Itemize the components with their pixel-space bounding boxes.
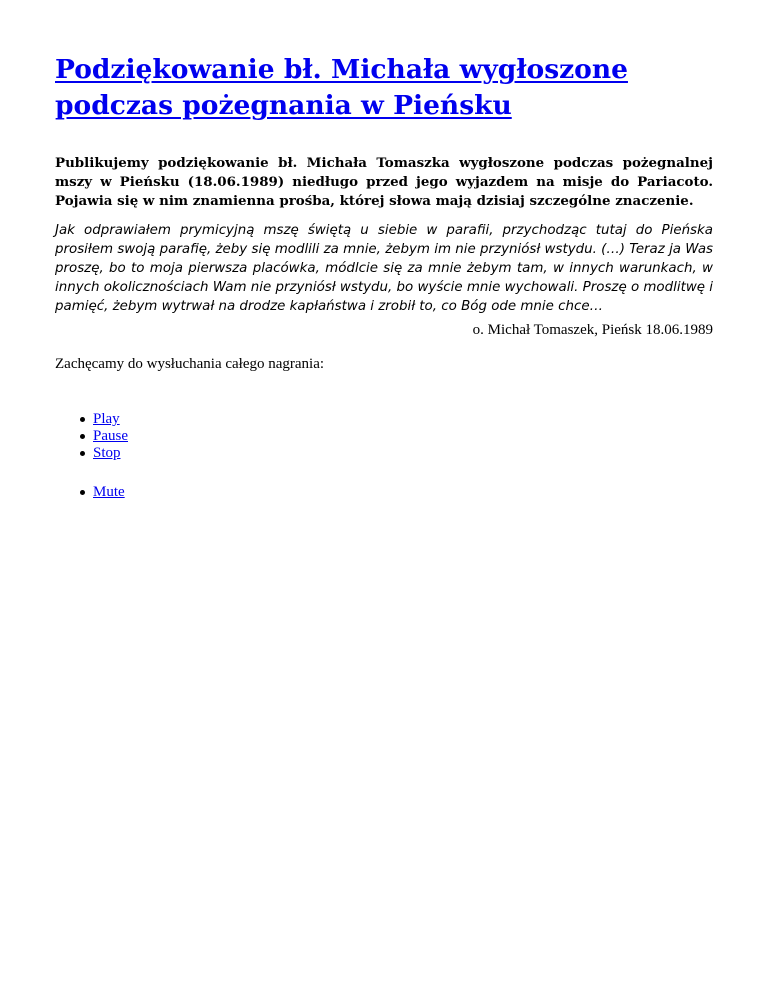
stop-button[interactable]: Stop <box>93 445 121 461</box>
title-link[interactable]: Podziękowanie bł. Michała wygłoszone podczas pożegnania w Pieńsku <box>55 54 628 121</box>
pause-button[interactable]: Pause <box>93 428 128 444</box>
volume-controls <box>55 484 125 501</box>
audio-controls <box>55 411 128 462</box>
mute-button[interactable]: Mute <box>93 484 125 500</box>
play-button[interactable]: Play <box>93 411 120 427</box>
list-item <box>93 411 128 428</box>
list-item <box>93 484 125 501</box>
list-item <box>93 428 128 445</box>
listen-invitation: Zachęcamy do wysłuchania całego nagrania: <box>55 356 325 372</box>
page-title <box>55 52 713 124</box>
article-lead: Publikujemy podziękowanie bł. Michała Tomaszka wygłoszone podczas pożegnalnej mszy w Pieńsku (18.06.1989) niedługo przed jego wyjazdem na misje do Pariacoto. Pojawia się w nim znamienna prośba, której słowa mają dzisiaj szczególne znaczenie. <box>55 155 713 209</box>
list-item <box>93 445 128 462</box>
quote-text: Jak odprawiałem prymicyjną mszę świętą u siebie w parafii, przychodząc tutaj do Pieńska prosiłem swoją parafię, żeby się modlili za mnie, żebym im nie przyniósł wstydu. (…) Teraz ja Was proszę, bo to moja pierwsza placówka, módlcie się za mnie żebym tam, w innych warunkach, w innych okolicznościach Wam nie przyniósł wstydu, bo wyście mnie wychowali. Proszę o modlitwę i pamięć, żebym wytrwał na drodze kapłaństwa i zrobił to, co Bóg ode mnie chce… <box>55 223 713 314</box>
quote-signature: o. Michał Tomaszek, Pieńsk 18.06.1989 <box>472 322 713 338</box>
